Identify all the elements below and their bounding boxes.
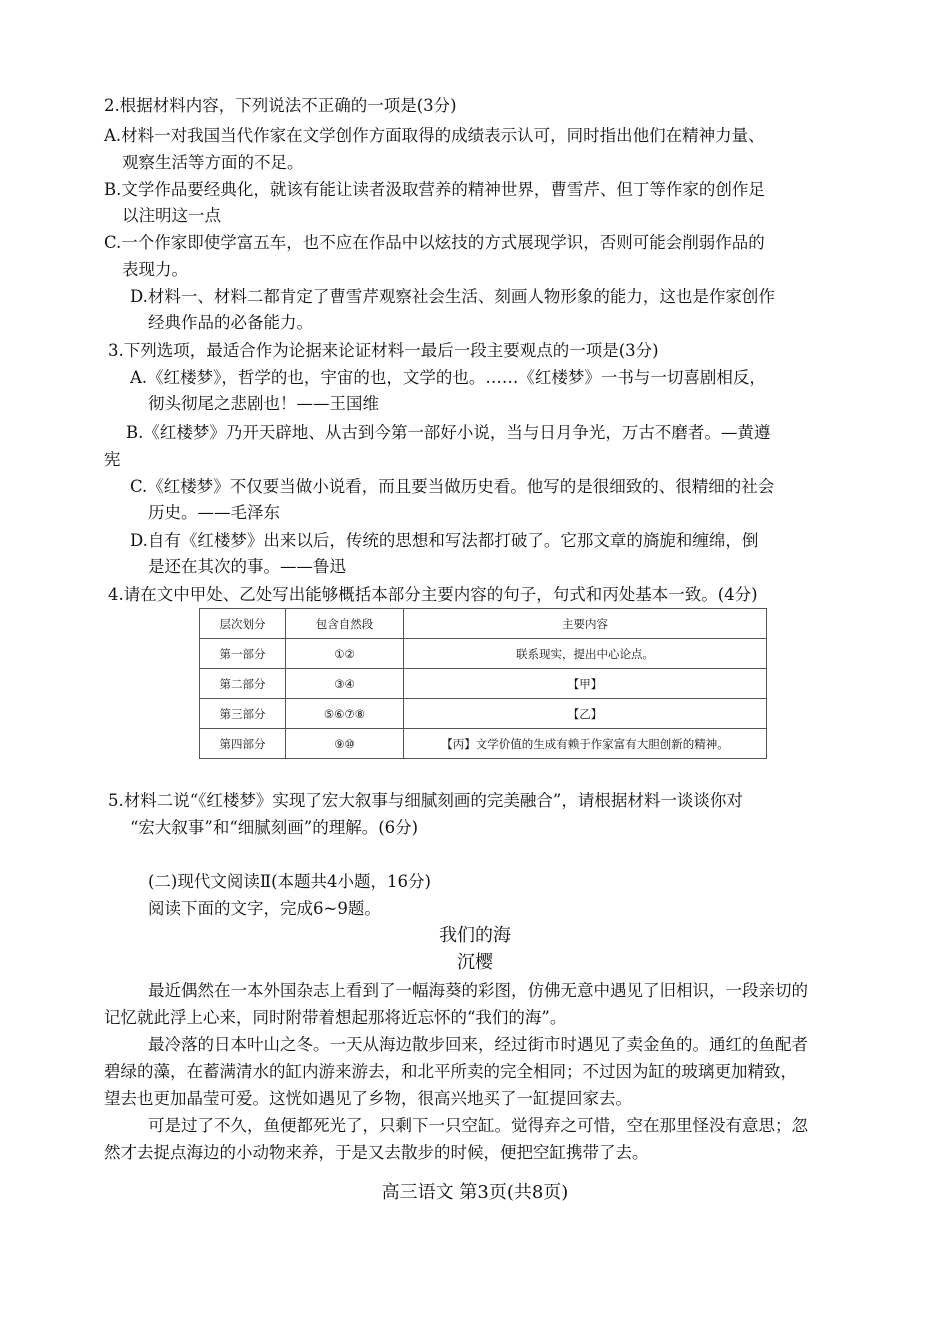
paragraph-line: 然才去捉点海边的小动物来养，于是又去散步的时候，便把空缸携带了去。: [104, 1143, 649, 1162]
table-cell-part: 第四部分: [200, 729, 286, 759]
q5-stem: 5.材料二说“《红楼梦》实现了宏大叙事与细腻刻画的完美融合”，请根据材料一谈谈你对: [108, 791, 743, 810]
q4-stem: 4.请在文中甲处、乙处写出能够概括本部分主要内容的句子，句式和丙处基本一致。(4分): [108, 585, 758, 604]
paragraph-line: 记忆就此浮上心来，同时附带着想起那将近忘怀的“我们的海”。: [104, 1008, 567, 1027]
q2-stem: 2.根据材料内容，下列说法不正确的一项是(3分): [104, 96, 457, 115]
q5-stem-cont: “宏大叙事”和“细腻刻画”的理解。(6分): [130, 818, 419, 837]
article-title: 我们的海: [439, 925, 511, 946]
table-cell-part: 第三部分: [200, 699, 286, 729]
table-cell-part: 第二部分: [200, 669, 286, 699]
q3-option-a: A.《红楼梦》，哲学的也，宇宙的也，文学的也。……《红楼梦》一书与一切喜剧相反，: [130, 368, 766, 387]
q2-option-d-cont: 经典作品的必备能力。: [148, 313, 313, 332]
q2-option-a-cont: 观察生活等方面的不足。: [122, 153, 304, 172]
q3-stem: 3.下列选项，最适合作为论据来论证材料一最后一段主要观点的一项是(3分): [108, 341, 659, 360]
table-cell-content: 【乙】: [404, 699, 767, 729]
table-cell-content: 联系现实，提出中心论点。: [404, 639, 767, 669]
table-cell-content: 【丙】文学价值的生成有赖于作家富有大胆创新的精神。: [404, 729, 767, 759]
q2-option-d: D.材料一、材料二都肯定了曹雪芹观察社会生活、刻画人物形象的能力，这也是作家创作: [130, 287, 775, 306]
table-header: 包含自然段: [286, 609, 404, 639]
q2-option-a: A.材料一对我国当代作家在文学创作方面取得的成绩表示认可，同时指出他们在精神力量、: [104, 126, 765, 145]
table-header: 主要内容: [404, 609, 767, 639]
paragraph-line: 碧绿的藻，在蓄满清水的缸内游来游去，和北平所卖的完全相同；不过因为缸的玻璃更加精致，: [104, 1062, 797, 1081]
table-row: [200, 639, 767, 669]
table-cell-content: 【甲】: [404, 669, 767, 699]
paragraph-line: 最冷落的日本叶山之冬。一天从海边散步回来，经过街市时遇见了卖金鱼的。通红的鱼配者: [148, 1035, 808, 1054]
paragraph-line: 望去也更加晶莹可爱。这恍如遇见了乡物，很高兴地买了一缸提回家去。: [104, 1089, 632, 1108]
q3-option-d: D.自有《红楼梦》出来以后，传统的思想和写法都打破了。它那文章的旖旎和缠绵，倒: [130, 531, 759, 550]
paragraph-line: 可是过了不久，鱼便都死光了，只剩下一只空缸。觉得弃之可惜，空在那里怪没有意思；忽: [148, 1116, 808, 1135]
section-instruction: 阅读下面的文字，完成6~9题。: [148, 899, 381, 918]
article-author: 沉樱: [457, 952, 493, 973]
q2-option-c-cont: 表现力。: [122, 260, 188, 279]
q3-option-a-cont: 彻头彻尾之悲剧也！——王国维: [148, 394, 379, 413]
q3-option-d-cont: 是还在其次的事。——鲁迅: [148, 557, 346, 576]
q3-option-b-cont: 宪: [104, 450, 121, 469]
table-header: 层次划分: [200, 609, 286, 639]
table-cell-paras: ⑤⑥⑦⑧: [286, 699, 404, 729]
q3-option-b: B.《红楼梦》乃开天辟地、从古到今第一部好小说，当与日月争光，万古不磨者。—黄遵: [126, 423, 771, 442]
table-row: [200, 699, 767, 729]
table-cell-paras: ⑨⑩: [286, 729, 404, 759]
structure-table: [199, 608, 767, 759]
q3-option-c: C.《红楼梦》不仅要当做小说看，而且要当做历史看。他写的是很细致的、很精细的社会: [130, 477, 775, 496]
table-row: [200, 669, 767, 699]
section-title: (二)现代文阅读Ⅱ(本题共4小题，16分): [148, 872, 431, 891]
q2-option-c: C.一个作家即使学富五车，也不应在作品中以炫技的方式展现学识，否则可能会削弱作品的: [104, 233, 765, 252]
table-cell-part: 第一部分: [200, 639, 286, 669]
paragraph-line: 最近偶然在一本外国杂志上看到了一幅海葵的彩图，仿佛无意中遇见了旧相识，一段亲切的: [148, 981, 808, 1000]
q2-option-b-cont: 以注明这一点: [122, 206, 221, 225]
table-header-row: [200, 609, 767, 639]
page-footer: 高三语文 第3页(共8页): [381, 1182, 569, 1203]
table-row: [200, 729, 767, 759]
table-cell-paras: ①②: [286, 639, 404, 669]
q2-option-b: B.文学作品要经典化，就该有能让读者汲取营养的精神世界，曹雪芹、但丁等作家的创作足: [104, 180, 765, 199]
q3-option-c-cont: 历史。——毛泽东: [148, 503, 280, 522]
table-cell-paras: ③④: [286, 669, 404, 699]
